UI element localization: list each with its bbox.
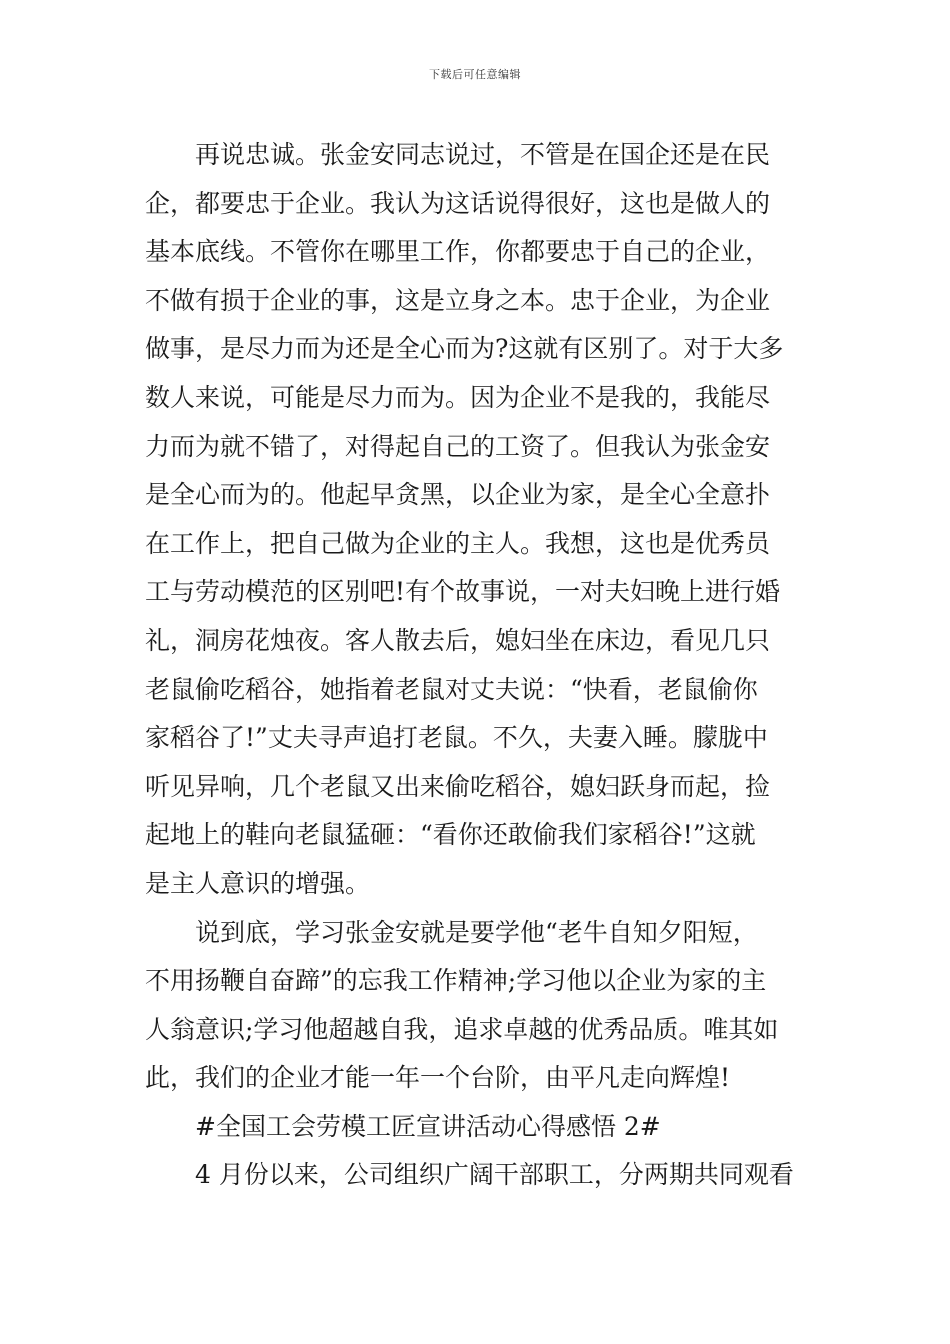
- paragraph-line: 起地上的鞋向老鼠猛砸：“看你还敢偷我们家稻谷!”这就: [145, 820, 756, 850]
- paragraph-line: 4 月份以来，公司组织广阔干部职工，分两期共同观看: [195, 1160, 794, 1190]
- paragraph-line: 此，我们的企业才能一年一个台阶，由平凡走向辉煌!: [145, 1063, 731, 1093]
- paragraph-line: 企，都要忠于企业。我认为这话说得很好，这也是做人的: [145, 188, 771, 218]
- paragraph-line: 人翁意识;学习他超越自我，追求卓越的优秀品质。唯其如: [145, 1014, 779, 1044]
- paragraph-line: 数人来说，可能是尽力而为。因为企业不是我的，我能尽: [145, 382, 771, 412]
- page-header-note: 下载后可任意编辑: [429, 68, 521, 81]
- paragraph-line: 是全心而为的。他起早贪黑，以企业为家，是全心全意扑: [145, 480, 771, 510]
- paragraph-line: 听见异响，几个老鼠又出来偷吃稻谷，媳妇跃身而起，捡: [145, 771, 771, 801]
- document-body: [145, 131, 807, 1200]
- paragraph-line: 老鼠偷吃稻谷，她指着老鼠对丈夫说：“快看，老鼠偷你: [145, 674, 758, 704]
- section-heading: #全国工会劳模工匠宣讲活动心得感悟 2#: [195, 1111, 661, 1141]
- paragraph-line: 礼，洞房花烛夜。客人散去后，媳妇坐在床边，看见几只: [145, 625, 771, 655]
- paragraph-line: 工与劳动模范的区别吧!有个故事说，一对夫妇晚上进行婚: [145, 577, 781, 607]
- paragraph-line: 力而为就不错了，对得起自己的工资了。但我认为张金安: [145, 431, 771, 461]
- paragraph-line: 说到底，学习张金安就是要学他“老牛自知夕阳短，: [195, 917, 758, 947]
- paragraph-line: 不用扬鞭自奋蹄”的忘我工作精神;学习他以企业为家的主: [145, 966, 767, 996]
- paragraph-line: 基本底线。不管你在哪里工作，你都要忠于自己的企业，: [145, 237, 771, 267]
- paragraph-line: 是主人意识的增强。: [145, 868, 371, 898]
- paragraph-line: 再说忠诚。张金安同志说过，不管是在国企还是在民: [195, 140, 771, 169]
- paragraph-line: 不做有损于企业的事，这是立身之本。忠于企业，为企业: [145, 285, 771, 315]
- paragraph-line: 在工作上，把自己做为企业的主人。我想，这也是优秀员: [145, 528, 771, 558]
- paragraph-line: 家稻谷了!”丈夫寻声追打老鼠。不久，夫妻入睡。朦胧中: [145, 723, 768, 753]
- paragraph-line: 做事，是尽力而为还是全心而为?这就有区别了。对于大多: [145, 334, 784, 364]
